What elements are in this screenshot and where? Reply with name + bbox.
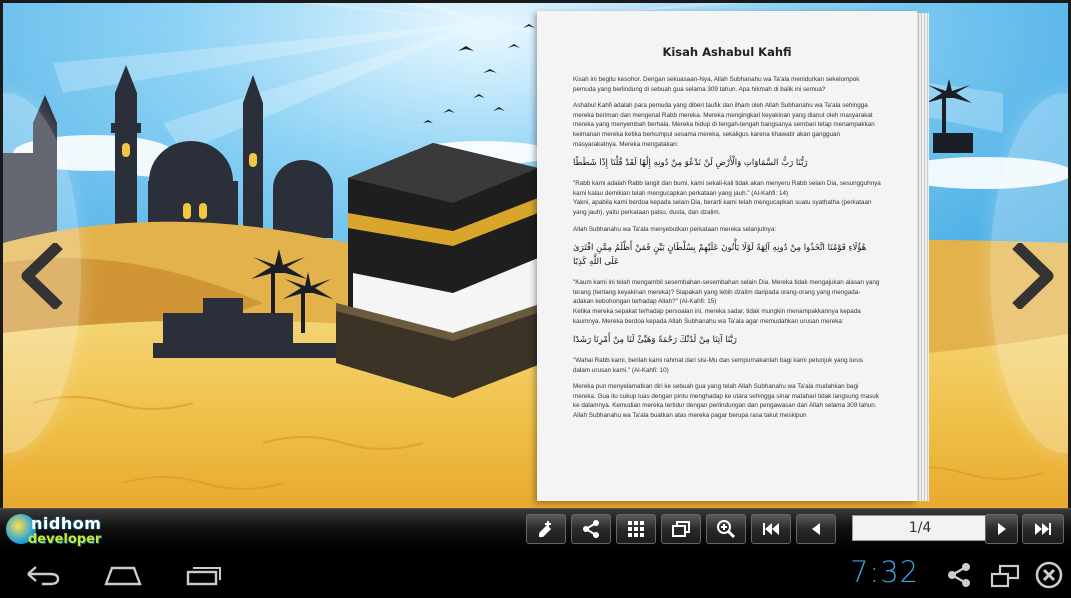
- screen-icon[interactable]: [990, 564, 1020, 588]
- next-page-arrow-icon[interactable]: [1008, 243, 1058, 309]
- page-title: Kisah Ashabul Kahfi: [662, 45, 792, 59]
- paragraph: "Wahai Rabb kami, berilah kami rahmat dari sisi-Mu dan sempurnakanlah bagi kami petunjuk yang lurus dalam urusan kami." (Al-Kahfi: 10): [573, 357, 864, 374]
- nidhom-developer-logo: [6, 513, 102, 549]
- share-icon: [581, 519, 601, 539]
- page-content: [537, 11, 917, 501]
- paragraph: "Kaum kami ini telah mengambil sesembahan-sesembahan selain Dia. Mereka tidak mengajukan alasan yang terang (tentang keyakinan mereka)? Siapakah yang lebih dzalim daripada orang-orang yang mengada-adakan kebohongan terhadap Allah?" (Al-Kahfi: 15) Ketika mereka sepakat terhadap persoalan ini, mereka sadar, tidak mungkin menampakkannya kepada kaumnya. Mereka berdoa kepada Allah Subhanahu wa Ta'ala agar memudahkan urusan mereka:: [573, 279, 880, 325]
- paragraph: Allah Subhanahu wa Ta'ala menyebutkan perkataan mereka selanjutnya:: [573, 225, 777, 233]
- arabic-verse: رَبَّنَا آتِنَا مِنْ لَدُنْكَ رَحْمَةً وَهَيِّئْ لَنَا مِنْ أَمْرِنَا رَشَدًا: [573, 335, 737, 346]
- back-icon[interactable]: [24, 564, 62, 586]
- paragraph: "Rabb kami adalah Rabb langit dan bumi, kami sekali-kali tidak akan menyeru Rabb selain Dia, sesungguhnya kami kalau demikian telah mengucapkan perkataan yang jauh." (Al-Kahfi: 14) Yakni, apabila kami berdoa kepada selain Dia, berarti kami telah mengucapkan suatu syathatha (perkataan yang jauh), yaitu perkataan palsu, dusta, dan dzalim.: [573, 180, 881, 216]
- prev-page-icon: [806, 519, 826, 539]
- page-number-field[interactable]: 1/4: [852, 515, 988, 541]
- arabic-verse: هَٰؤُلَاءِ قَوْمُنَا اتَّخَذُوا مِنْ دُونِهِ آلِهَةً لَوْلَا يَأْتُونَ عَلَيْهِمْ بِسُلْطَانٍ بَيِّنٍ فَمَنْ أَظْلَمُ مِمَّنِ افْتَرَىٰ عَلَى اللَّهِ كَذِبًا: [573, 243, 867, 268]
- previous-page-button[interactable]: [796, 514, 836, 544]
- zoom-in-icon: [716, 519, 736, 539]
- window-switch-icon: [671, 519, 691, 539]
- next-page-button[interactable]: [985, 514, 1018, 544]
- share-button[interactable]: [571, 514, 611, 544]
- kaaba: [336, 143, 563, 398]
- status-clock: 7:32: [850, 555, 920, 589]
- last-page-icon: [1033, 519, 1053, 539]
- paragraph: Kisah ini begitu kesohor. Dengan sekuasaan-Nya, Allah Subhanahu wa Ta'ala menidurkan sekelompok pemuda yang berlindung di sebuah gua selama 309 tahun. Apa hikmah di balik ini semua?: [573, 76, 860, 93]
- first-page-icon: [761, 519, 781, 539]
- bookmark-add-icon: [536, 519, 556, 539]
- book-page[interactable]: [537, 11, 929, 501]
- paragraph: Ashabul Kahfi adalah para pemuda yang diberi taufik dan ilham oleh Allah Subhanahu wa Ta'ala sehingga mereka beriman dan mengenal Rabb mereka. Mereka mengingkari keyakinan yang dianut oleh masyarakat mereka yang menyembah berhala. Mereka hidup di tengah-tengah bangsanya sembari tetap menampakkan keimanan mereka ketika berkumpul sesama mereka, sekaligus karena khawatir akan gangguan masyarakatnya. Mereka mengatakan:: [573, 102, 875, 148]
- first-page-button[interactable]: [751, 514, 791, 544]
- home-icon[interactable]: [104, 564, 142, 586]
- last-page-button[interactable]: [1022, 514, 1064, 544]
- page-stack-edge: [915, 13, 929, 501]
- bottom-toolbar: [0, 508, 1071, 550]
- close-icon[interactable]: [1034, 560, 1064, 590]
- arabic-verse: رَبُّنَا رَبُّ السَّمَاوَاتِ وَالْأَرْضِ لَنْ نَدْعُوَ مِنْ دُونِهِ إِلَٰهًا لَقَدْ قُلْنَا إِذًا شَطَطًا: [573, 158, 808, 169]
- paragraph: Mereka pun menyelamatkan diri ke sebuah gua yang telah Allah Subhanahu wa Ta'ala mudahkan bagi mereka. Gua itu cukup luas dengan pintu menghadap ke utara sehingga sinar matahari tidak langsung masuk ke dalamnya. Kemudian mereka tertidur dengan perlindungan dan pengawasan dari Allah selama 309 tahun. Allah Subhanahu wa Ta'ala buatkan atas mereka pagar berupa rasa takut meskipun: [573, 383, 879, 420]
- page-mode-button[interactable]: [661, 514, 701, 544]
- zoom-in-button[interactable]: [706, 514, 746, 544]
- grid-icon: [626, 519, 646, 539]
- logo-name: nidhom: [31, 514, 102, 533]
- android-system-bar: [0, 550, 1071, 598]
- thumbnails-button[interactable]: [616, 514, 656, 544]
- previous-page-arrow-icon[interactable]: [17, 243, 67, 309]
- bookmark-add-button[interactable]: [526, 514, 566, 544]
- recent-apps-icon[interactable]: [186, 564, 222, 586]
- share-icon[interactable]: [946, 562, 972, 588]
- next-page-icon: [992, 519, 1012, 539]
- logo-subtitle: developer: [28, 532, 102, 547]
